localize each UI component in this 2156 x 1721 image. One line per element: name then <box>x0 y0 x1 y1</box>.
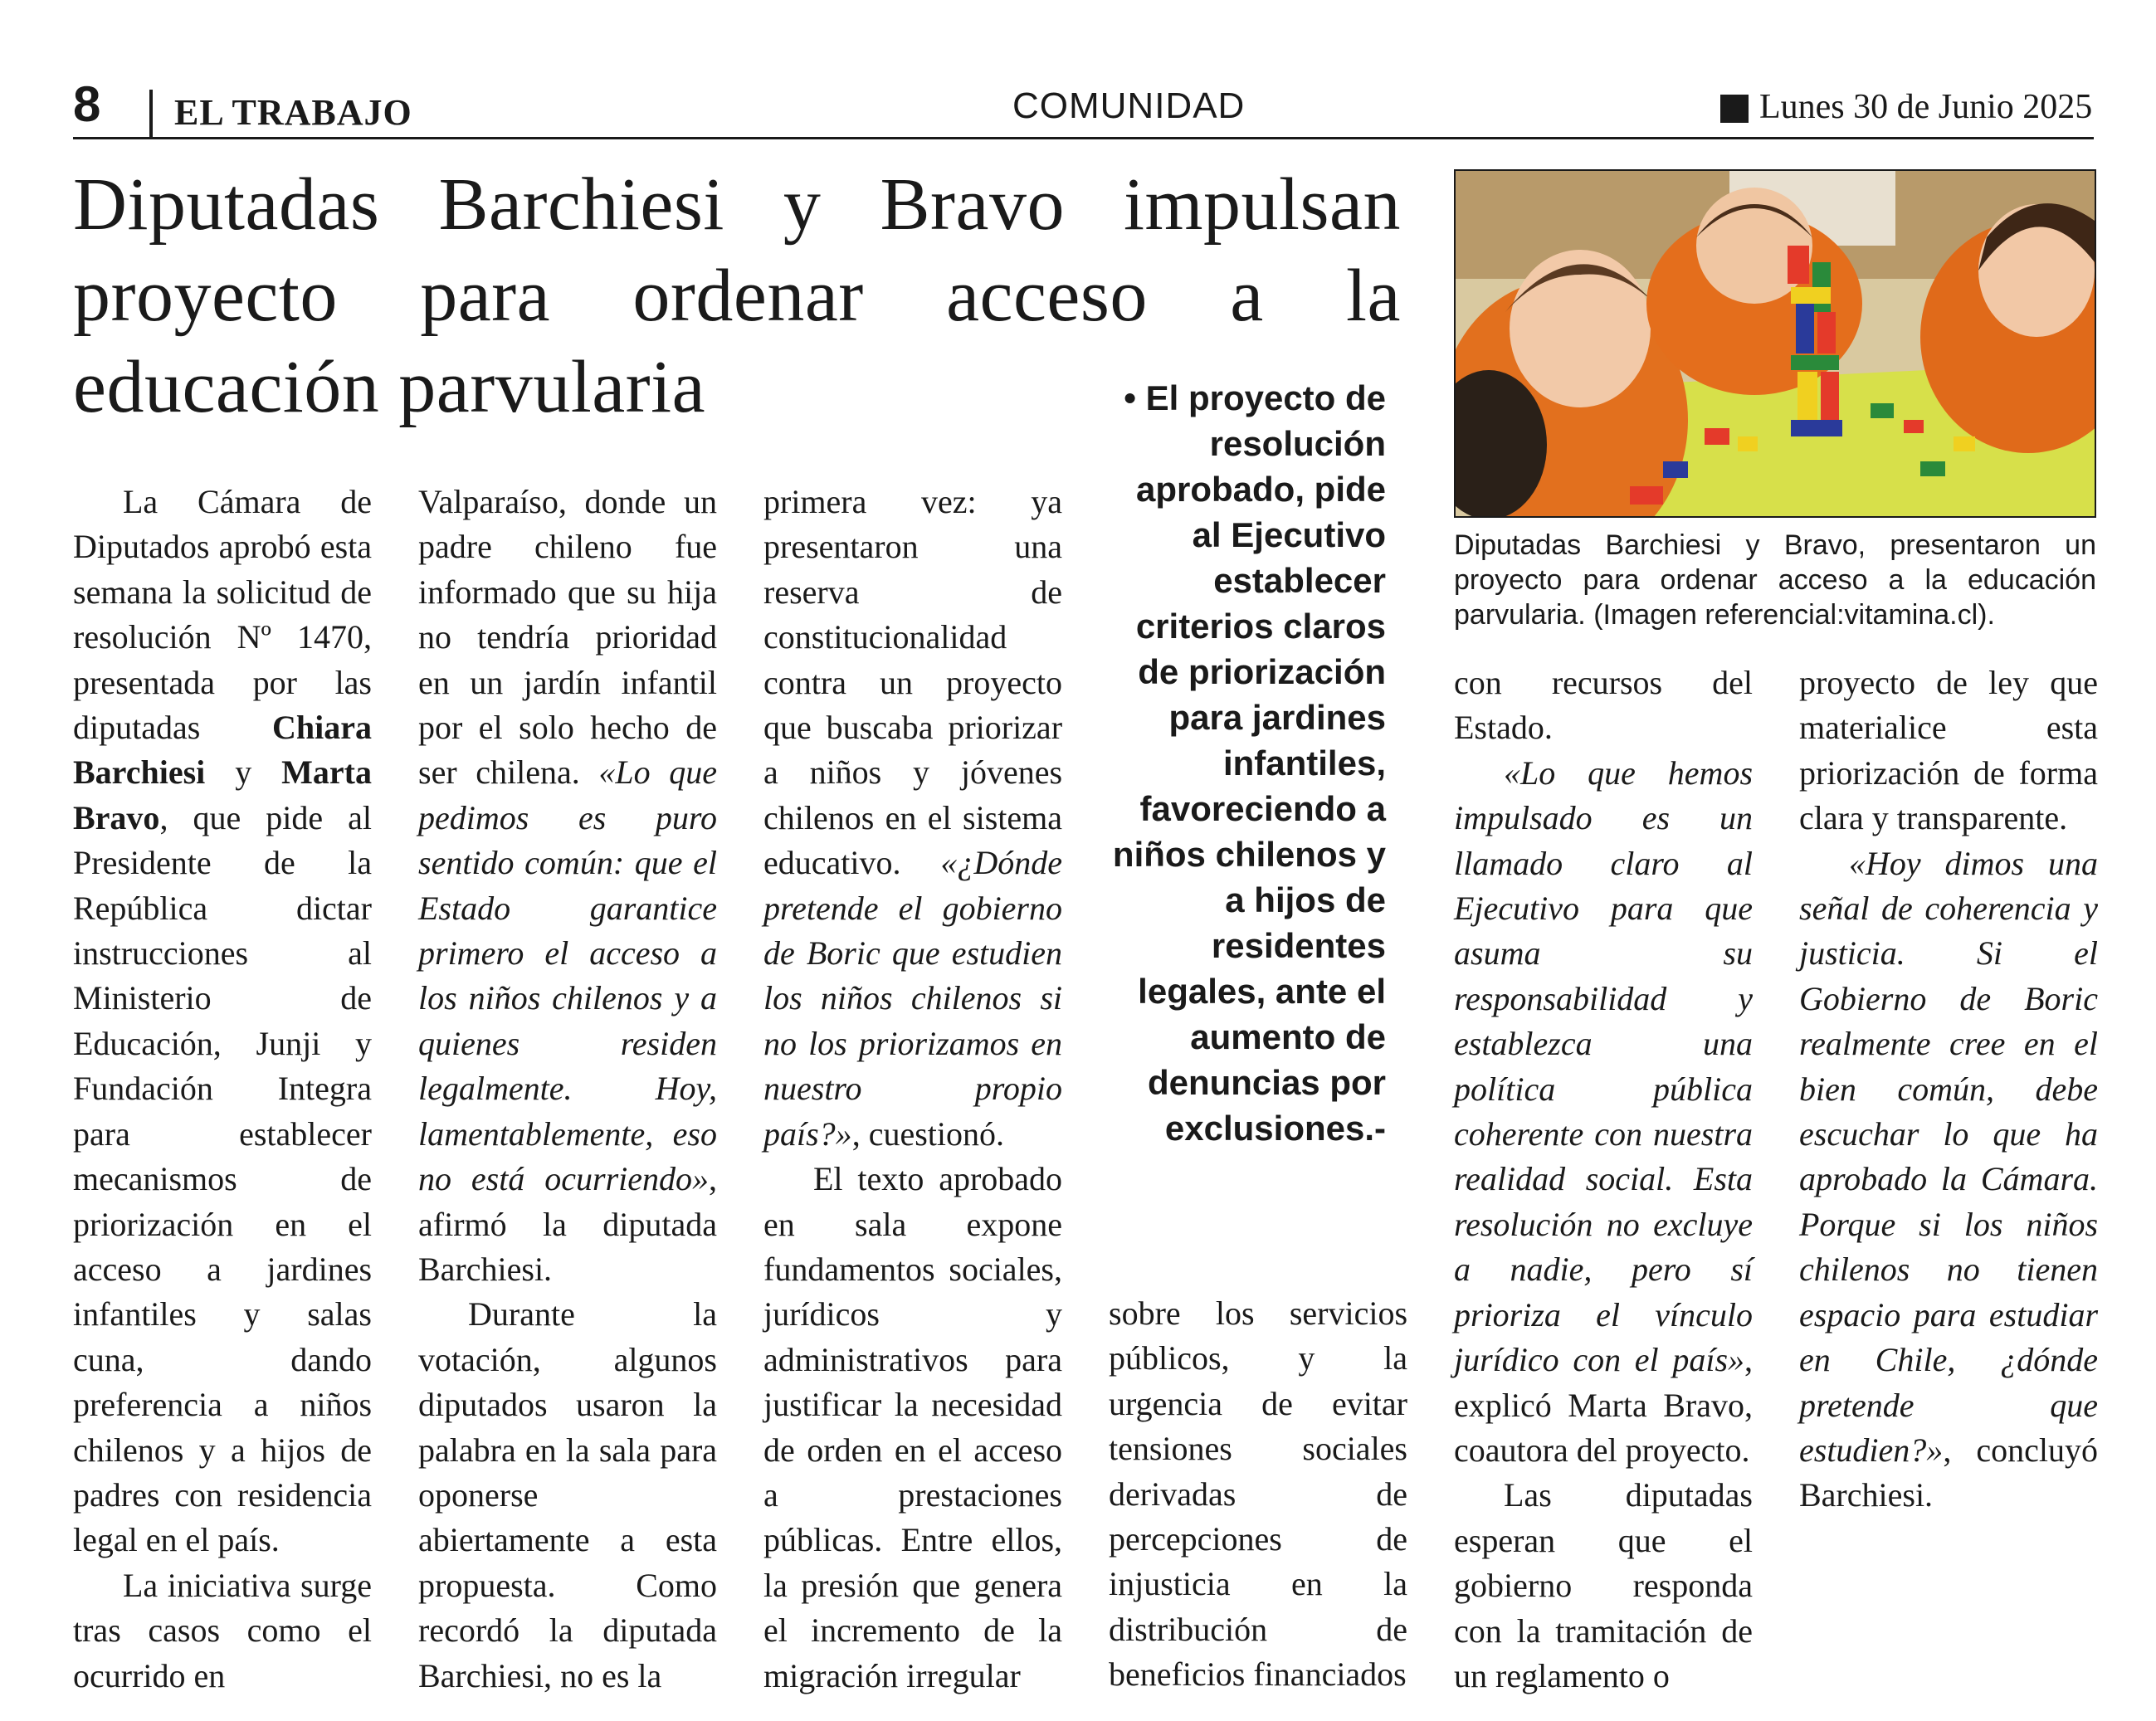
page-number: 8 <box>73 76 101 132</box>
paragraph-6: Las diputadas esperan que el gobierno responda con la tramitación de un reglamento o <box>1454 1476 1754 1694</box>
quote: «Lo que hemos impulsado es un llamado claro al Ejecutivo para que asuma su responsabilidad y establezca una política pública coherente con nuestra realidad social. Esta resolución no excluye a nadie, pero sí prioriza el vínculo jurídico con el país» <box>1454 753 1754 1379</box>
photo-caption: Diputadas Barchiesi y Bravo, presentaron un proyecto para ordenar acceso a la educación parvularia. (Imagen referencial:vitamina.cl). <box>1454 529 2096 631</box>
header-rule <box>73 137 2094 139</box>
newspaper-name: EL TRABAJO <box>174 92 412 133</box>
paragraph-3: Durante la votación, algunos diputados usaron la palabra en la sala para oponerse abiertamente a esta propuesta. Como recordó la diputada Barchiesi, no es la <box>418 1295 718 1694</box>
paragraph-2: La iniciativa surge tras casos como el ocurrido en <box>73 1566 373 1694</box>
section-name: COMUNIDAD <box>1012 85 1246 126</box>
article-column-2 <box>418 480 717 1699</box>
paragraph-1: La Cámara de Diputados aprobó esta semana la solicitud de resolución Nº 1470, presentada por las diputadas Chiara Barchiesi y Marta Bravo, que pide al Presidente de la República dictar instrucciones al Ministerio de Educación, Junji y Fundación Integra para establecer mecanismos de priorización en el acceso a jardines infantiles y salas cuna, dando preferencia a niños chilenos y a hijos de padres con residencia legal en el país. <box>73 483 373 1559</box>
deputy-name: Chiara Barchiesi <box>73 709 372 792</box>
quote: «¿Dónde pretende el gobierno de Boric que estudien los niños chilenos si no los priorizamos en nuestro propio país?» <box>763 844 1063 1153</box>
header-divider <box>149 90 153 138</box>
article-photo <box>1454 169 2096 518</box>
paragraph-7: «Hoy dimos una señal de coherencia y justicia. Si el Gobierno de Boric realmente cree en el bien común, debe escuchar lo que ha aprobado la Cámara. Porque si los niños chilenos no tienen espacio para estudiar en Chile, ¿dónde pretende que estudien?», concluyó Barchiesi. <box>1799 844 2099 1514</box>
deputy-name: Marta Bravo <box>73 753 372 836</box>
paragraph-3: primera vez: ya presentaron una reserva de constitucionalidad contra un proyecto que buscaba priorizar a niños y jóvenes chilenos en el sistema educativo. «¿Dónde pretende el gobierno de Boric que estudien los niños chilenos si no los priorizamos en nuestro propio país?», cuestionó. <box>763 483 1063 1153</box>
article-headline: Diputadas Barchiesi y Bravo impulsan proyecto para ordenar acceso a la educación parvularia <box>73 163 1401 428</box>
article-column-1 <box>73 480 372 1699</box>
paragraph-4: con recursos del Estado. <box>1454 664 1754 747</box>
issue-date: Lunes 30 de Junio 2025 <box>1759 88 2093 126</box>
children-playing-blocks-image <box>1456 171 2095 516</box>
quote: «Hoy dimos una señal de coherencia y justicia. Si el Gobierno de Boric realmente cree en el bien común, debe escuchar lo que ha aprobado la Cámara. Porque si los niños chilenos no tienen espacio para estudiar en Chile, ¿dónde pretende que estudien?» <box>1799 844 2099 1469</box>
article-column-4 <box>1109 1291 1407 1698</box>
date-marker-icon <box>1720 95 1749 123</box>
paragraph-5: «Lo que hemos impulsado es un llamado claro al Ejecutivo para que asuma su responsabilidad y establezca una política pública coherente con nuestra realidad social. Esta resolución no excluye a nadie, pero sí prioriza el vínculo jurídico con el país», explicó Marta Bravo, coautora del proyecto. <box>1454 753 1754 1469</box>
article-column-3 <box>763 480 1062 1699</box>
paragraph-2: Valparaíso, donde un padre chileno fue informado que su hija no tendría prioridad en un jardín infantil por el solo hecho de ser chilena. «Lo que pedimos es puro sentido común: que el Estado garantice primero el acceso a los niños chilenos y a quienes residen legalmente. Hoy, lamentablemente, eso no está ocurriendo», afirmó la diputada Barchiesi. <box>418 483 718 1288</box>
article-column-6 <box>1799 661 2098 1519</box>
paragraph-4: El texto aprobado en sala expone fundamentos sociales, jurídicos y administrativos para justificar la necesidad de orden en el acceso a prestaciones públicas. Entre ellos, la presión que genera el incremento de la migración irregular <box>763 1160 1063 1694</box>
paragraph-6: proyecto de ley que materialice esta priorización de forma clara y transparente. <box>1799 664 2099 837</box>
quote: «Lo que pedimos es puro sentido común: que el Estado garantice primero el acceso a los niños chilenos y a quienes residen legalmente. Hoy, lamentablemente, eso no está ocurriendo» <box>418 753 718 1198</box>
article-highlight: • El proyecto de resolución aprobado, pide al Ejecutivo establecer criterios claros de priorización para jardines infantiles, favoreciendo a niños chilenos y a hijos de residentes legales, ante el aumento de denuncias por exclusiones.- <box>1112 378 1386 1148</box>
paragraph-4: sobre los servicios públicos, y la urgencia de evitar tensiones sociales derivadas de percepciones de injusticia en la distribución de beneficios financiados <box>1109 1294 1408 1694</box>
article-column-5 <box>1454 661 1753 1699</box>
